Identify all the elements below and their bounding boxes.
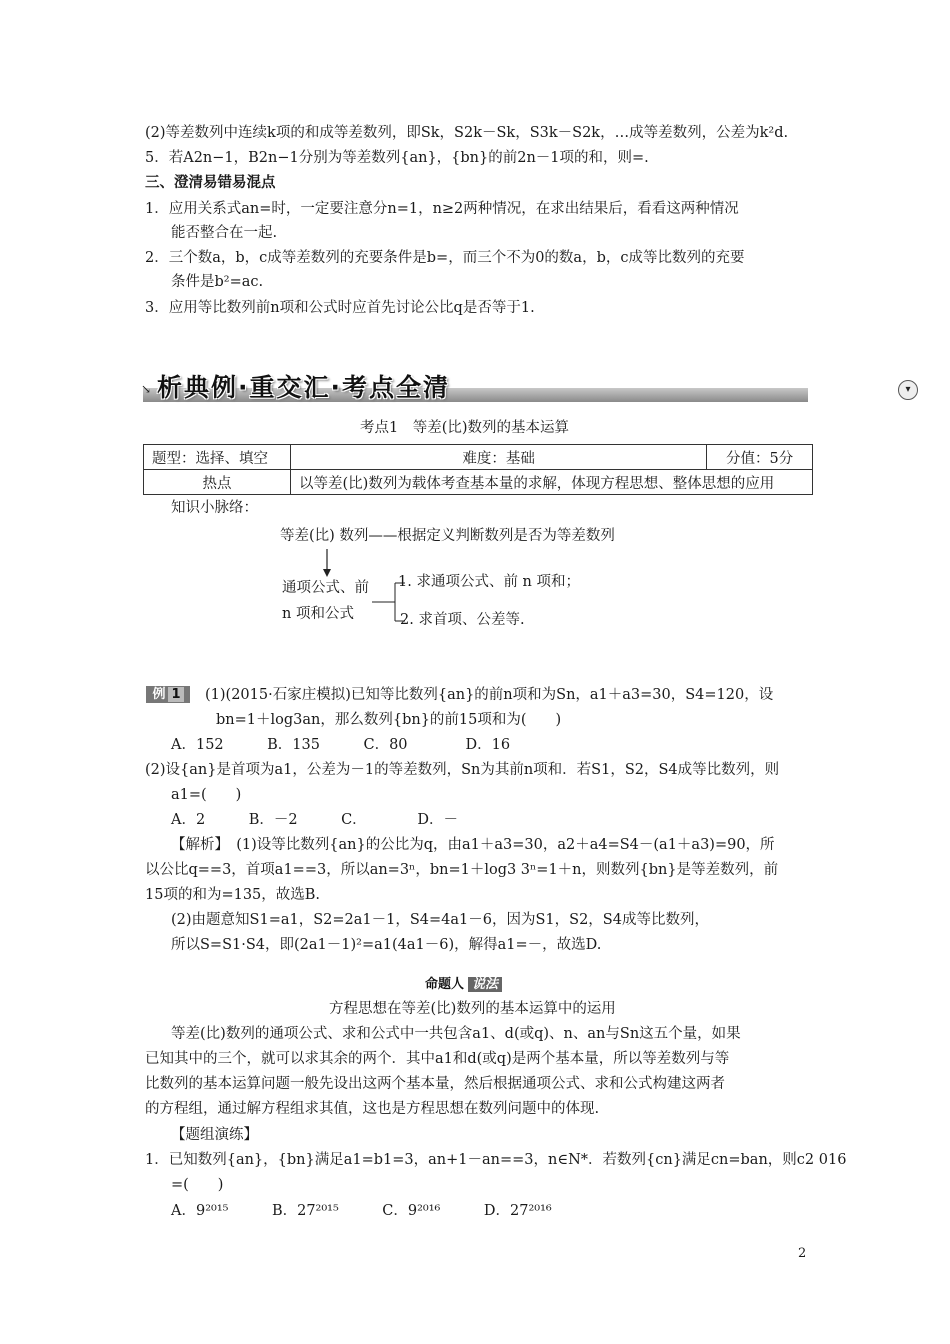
type-cell: 题型：选择、填空 (144, 445, 291, 470)
solution-line: 15项的和为=135，故选B. (145, 887, 321, 903)
solution-line: 以公比q==3，首项a1==3，所以an=3ⁿ，bn=1＋log3 3ⁿ=1＋n，则数列{bn}是等差数列，前 (145, 862, 779, 878)
diagram-left-2: n 项和公式 (282, 606, 354, 622)
zhishi-label: 知识小脉络： (171, 500, 258, 516)
example-badge-number: 1 (168, 687, 183, 702)
difficulty-cell: 难度：基础 (291, 445, 707, 470)
text-line: (1)(2015·石家庄模拟)已知等比数列{an}的前n项和为Sn，a1＋a3=30，S4=120，设 (205, 687, 774, 703)
score-cell: 分值：5分 (707, 445, 813, 470)
options-line: A．9²⁰¹⁵ B．27²⁰¹⁵ C．9²⁰¹⁶ D．27²⁰¹⁶ (171, 1203, 552, 1219)
paragraph-line: 等差(比)数列的通项公式、求和公式中一共包含a1、d(或q)、n、an与Sn这五个量，如果 (171, 1026, 741, 1042)
diagram-branch-1: 1. 求通项公式、前 n 项和； (398, 574, 580, 590)
tizu-heading: 【题组演练】 (171, 1127, 258, 1143)
hot-text-cell: 以等差(比)数列为载体考查基本量的求解，体现方程思想、整体思想的应用 (291, 470, 813, 495)
example-badge (146, 686, 190, 703)
paragraph-line: 比数列的基本运算问题一般先设出这两个基本量，然后根据通项公式、求和公式构建这两者 (145, 1076, 725, 1092)
diagram-left-1: 通项公式、前 (282, 580, 369, 596)
options-line: A．2 B．－2 C． D．－ (171, 812, 459, 828)
text-line: =( ) (171, 1177, 224, 1193)
arrow-icon: ↘ (141, 382, 152, 396)
kaodian-title: 考点1 等差(比)数列的基本运算 (360, 420, 570, 436)
solution-line: (2)由题意知S1=a1，S2=2a1－1，S4=4a1－6，因为S1，S2，S4成等比数列， (171, 912, 709, 928)
diagram-top: 等差(比) 数列——根据定义判断数列是否为等差数列 (280, 528, 615, 544)
knowledge-diagram (280, 525, 700, 635)
text-line: 5．若A2n−1，B2n−1分别为等差数列{an}，{bn}的前2n－1项的和，则=. (145, 150, 649, 166)
paragraph-line: 已知其中的三个，就可以求其余的两个．其中a1和d(或q)是两个基本量，所以等差数列与等 (145, 1051, 730, 1067)
hot-label-cell: 热点 (144, 470, 291, 495)
info-table (143, 444, 813, 495)
diagram-branch-2: 2. 求首项、公差等. (400, 612, 525, 628)
solution-line: 所以S=S1·S4，即(2a1－1)²=a1(4a1－6)，解得a1=－，故选D. (171, 937, 602, 953)
mingtiren-title: 方程思想在等差(比)数列的基本运算中的运用 (329, 1001, 616, 1017)
section-banner (143, 368, 808, 404)
section-heading: 三、澄清易错易混点 (145, 174, 276, 191)
text-line: 3．应用等比数列前n项和公式时应首先讨论公比q是否等于1. (145, 300, 535, 316)
text-line: 能否整合在一起. (171, 225, 278, 241)
chevron-down-icon[interactable]: ▾ (898, 380, 918, 400)
text-line: a1=( ) (171, 787, 242, 803)
mingtiren-label-a: 命题人 (425, 977, 465, 992)
banner-title: 析典例·重交汇·考点全清 (157, 373, 450, 402)
solution-line: 【解析】 (1)设等比数列{an}的公比为q，由a1＋a3=30，a2＋a4=S4－(a1＋a3)=90，所 (171, 837, 775, 853)
text-line: (2)设{an}是首项为a1，公差为－1的等差数列，Sn为其前n项和．若S1，S2，S4成等比数列，则 (145, 762, 780, 778)
example-badge-label: 例 (152, 687, 166, 702)
text-line: 1．已知数列{an}，{bn}满足a1=b1=3，an+1－an==3，n∈N*．若数列{cn}满足cn=ban，则c2 016 (145, 1152, 847, 1168)
text-line: 条件是b²=ac. (171, 274, 264, 290)
paragraph-line: 的方程组，通过解方程组求其值，这也是方程思想在数列问题中的体现. (145, 1101, 600, 1117)
mingtiren-label-b: 说法 (468, 977, 502, 992)
options-line: A．152 B．135 C．80 D．16 (171, 737, 511, 753)
mingtiren-label (425, 973, 545, 991)
text-line: 2．三个数a，b，c成等差数列的充要条件是b=，而三个不为0的数a，b，c成等比数列的充要 (145, 250, 745, 266)
text-line: bn=1＋log3an，那么数列{bn}的前15项和为( ) (216, 712, 562, 728)
page-number: 2 (798, 1246, 807, 1261)
text-line: 1．应用关系式an=时，一定要注意分n=1，n≥2两种情况，在求出结果后，看看这两种情况 (145, 201, 739, 217)
text-line: (2)等差数列中连续k项的和成等差数列，即Sk，S2k－Sk，S3k－S2k，…成等差数列，公差为k²d. (145, 125, 789, 141)
